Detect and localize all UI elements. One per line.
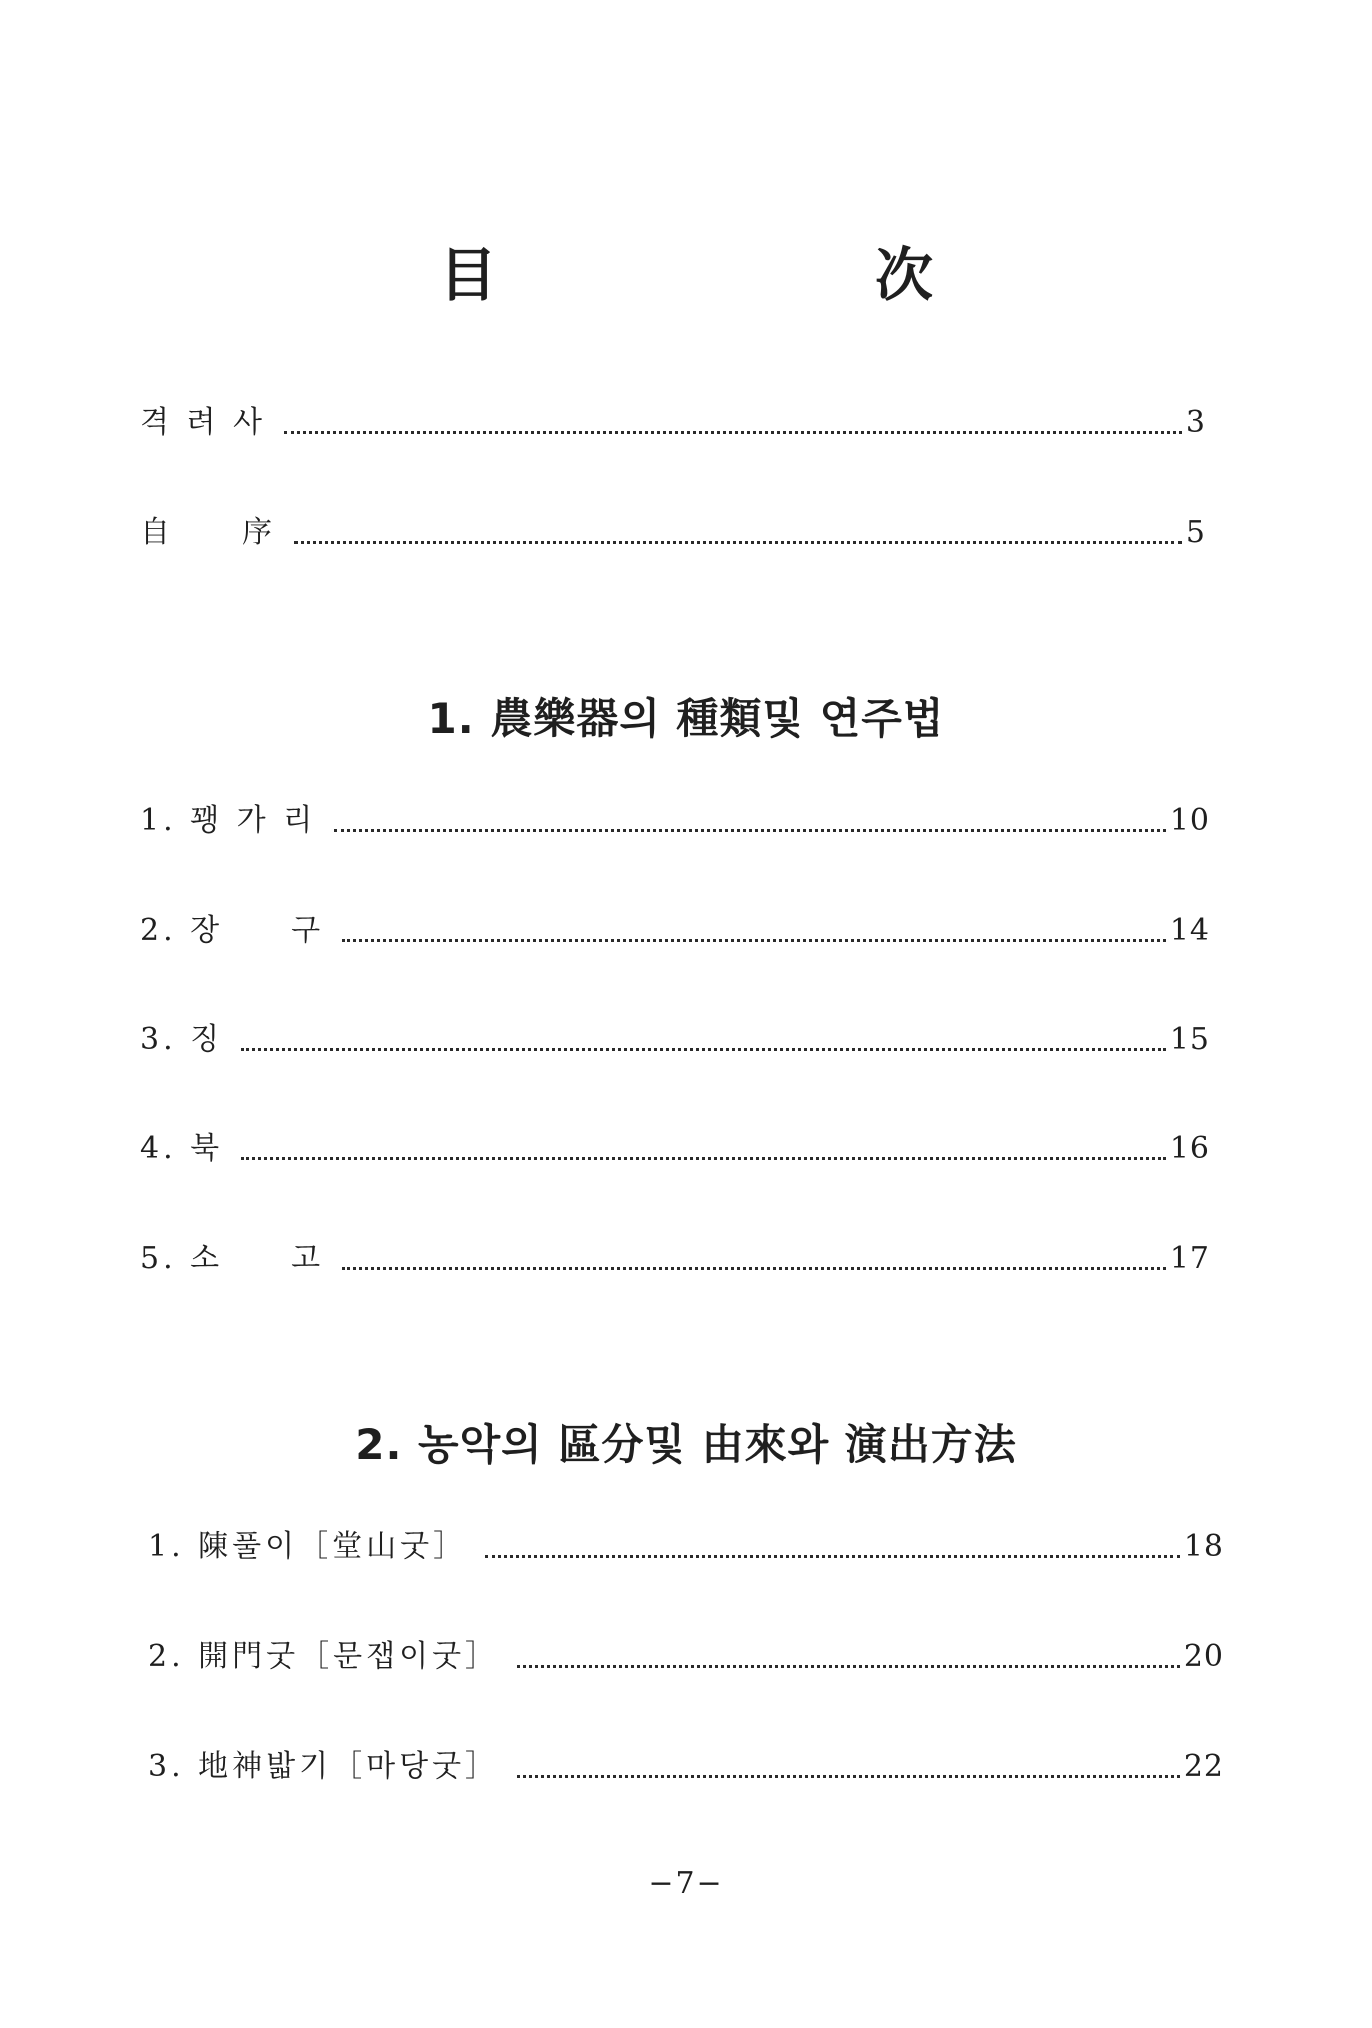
toc-entry-page: 15: [1169, 1022, 1210, 1057]
toc-entry-page: 14: [1169, 913, 1210, 948]
dot-leader: [334, 829, 1166, 832]
dot-leader: [517, 1665, 1180, 1668]
toc-entry-page: 17: [1169, 1241, 1210, 1276]
toc-entry-gaemungut[interactable]: [148, 1639, 1224, 1674]
page-number: −7−: [648, 1866, 724, 1901]
toc-entry-page: 16: [1169, 1131, 1210, 1166]
toc-entry-page: 10: [1169, 803, 1210, 838]
toc-entry-jinpuri[interactable]: [148, 1529, 1224, 1564]
toc-entry-label: 격 려 사: [140, 405, 267, 440]
toc-entry-sogo[interactable]: [140, 1241, 1210, 1276]
dot-leader: [241, 1157, 1166, 1160]
dot-leader: [342, 939, 1166, 942]
toc-entry-label: 2. 開門굿［문잽이굿］: [148, 1639, 500, 1674]
toc-entry-jing[interactable]: [140, 1022, 1210, 1057]
toc-entry-page: 3: [1185, 405, 1206, 440]
page-title: 目 次: [438, 241, 1093, 309]
toc-entry-label: 1. 陳풀이［堂山굿］: [148, 1529, 468, 1564]
toc-entry-label: 4. 북: [140, 1131, 224, 1166]
toc-entry-page: 5: [1185, 515, 1206, 550]
section-1-heading: 1. 農樂器의 種類및 연주법: [427, 694, 945, 743]
toc-entry-page: 18: [1183, 1529, 1224, 1564]
toc-entry-label: 自 序: [140, 515, 276, 550]
toc-entry-janggu[interactable]: [140, 913, 1210, 948]
toc-entry-label: 5. 소 고: [140, 1241, 325, 1276]
toc-entry-buk[interactable]: [140, 1131, 1210, 1166]
toc-entry-encouragement[interactable]: [140, 405, 1206, 440]
dot-leader: [284, 431, 1182, 434]
toc-entry-preface[interactable]: [140, 515, 1206, 550]
toc-entry-label: 3. 징: [140, 1022, 224, 1057]
dot-leader: [517, 1775, 1180, 1778]
dot-leader: [241, 1048, 1166, 1051]
section-2-heading: 2. 농악의 區分및 由來와 演出方法: [355, 1420, 1017, 1469]
toc-entry-kkwaenggari[interactable]: [140, 803, 1210, 838]
dot-leader: [294, 541, 1182, 544]
toc-entry-label: 2. 장 구: [140, 913, 325, 948]
dot-leader: [485, 1555, 1180, 1558]
toc-entry-label: 3. 地神밟기［마당굿］: [148, 1749, 500, 1784]
toc-entry-page: 22: [1183, 1749, 1224, 1784]
toc-entry-label: 1. 꽹 가 리: [140, 803, 317, 838]
toc-entry-jisinbapgi[interactable]: [148, 1749, 1224, 1784]
dot-leader: [342, 1267, 1166, 1270]
toc-entry-page: 20: [1183, 1639, 1224, 1674]
